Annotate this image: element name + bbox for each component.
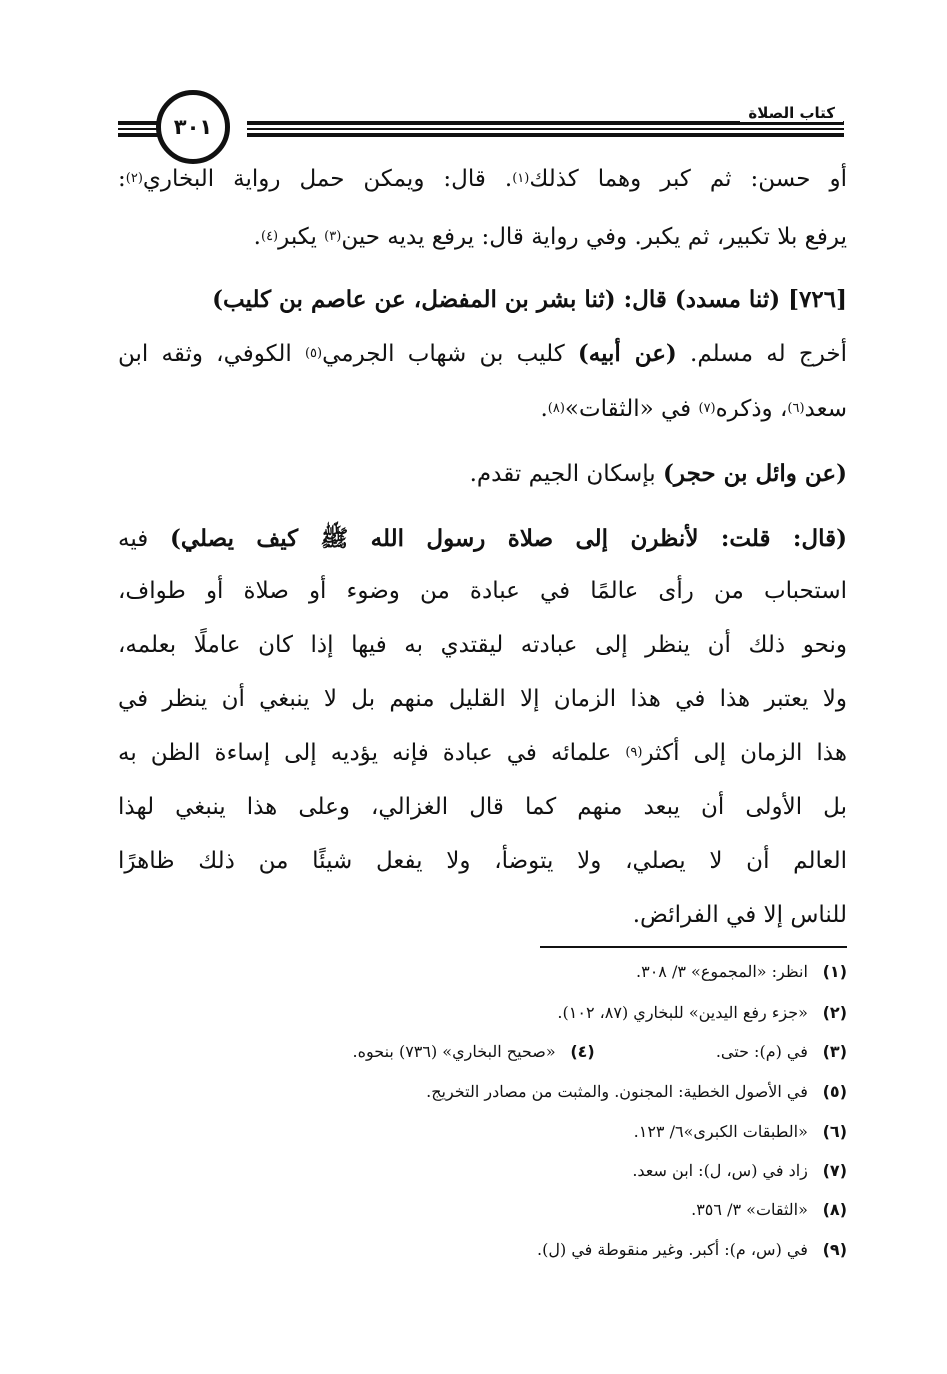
- page-number-circle: [156, 90, 230, 164]
- text-line: استحباب من رأى عالمًا في عبادة من وضوء أو صلاة أو طواف،: [118, 578, 847, 604]
- footnote: (٥) في الأصول الخطية: المجنون. والمثبت من مصادر التخريج.: [426, 1082, 847, 1101]
- footnote-ref: (٣): [324, 229, 342, 244]
- running-title: كتاب الصلاة: [740, 104, 843, 122]
- text-line: سعد$^{(٦)}$، وذكره$^{(٧)}$ في «الثقات»$^{(٨)}$.: [540, 396, 847, 422]
- text-line: للناس إلا في الفرائض.: [632, 902, 847, 928]
- hadith-heading: [٧٢٦] (ثنا مسدد) قال: (ثنا بشر بن المفضل، عن عاصم بن كليب): [212, 286, 847, 313]
- text-line: (عن وائل بن حجر) بإسكان الجيم تقدم.: [469, 460, 847, 487]
- quoted-phrase: (عن وائل بن حجر): [663, 460, 847, 487]
- footnote-ref: (٤): [260, 229, 279, 244]
- footnote-separator: [540, 946, 847, 948]
- footnote-ref: (٩): [625, 745, 643, 760]
- text-line: (قال: قلت: لأنظرن إلى صلاة رسول الله ﷺ كيف يصلي) فيه: [118, 525, 847, 552]
- footnote: (١) انظر: «المجموع» ٣/ ٣٠٨.: [636, 962, 847, 981]
- footnote: (٨) «الثقات» ٣/ ٣٥٦.: [691, 1200, 847, 1219]
- text-line: ونحو ذلك أن ينظر إلى عبادته ليقتدي به فيها إذا كان عاملًا بعلمه،: [118, 632, 847, 658]
- quoted-phrase: (قال: قلت: لأنظرن إلى صلاة رسول الله ﷺ كيف يصلي): [169, 525, 847, 552]
- text-line: أخرج له مسلم. (عن أبيه) كليب بن شهاب الجرمي$^{(٥)}$ الكوفي، وثقه ابن: [118, 340, 847, 367]
- text-line: بل الأولى أن يبعد منهم كما قال الغزالي، وعلى هذا ينبغي لهذا: [118, 794, 847, 820]
- footnote-ref: (١): [512, 171, 530, 186]
- footnote-ref: (٨): [547, 401, 565, 416]
- text-line: هذا الزمان إلى أكثر$^{(٩)}$ علمائه في عبادة فإنه يؤديه إلى إساءة الظن به: [118, 740, 847, 766]
- text-line: أو حسن: ثم كبر وهما كذلك$^{(١)}$. قال: ويمكن حمل رواية البخاري$^{(٢)}$:: [118, 166, 847, 192]
- page-number: ٣٠١: [173, 115, 213, 139]
- footnote: (٦) «الطبقات الكبرى»٦/ ١٢٣.: [633, 1122, 847, 1141]
- footnote: (٧) زاد في (س، ل): ابن سعد.: [632, 1161, 847, 1180]
- footnote-ref: (٧): [698, 401, 716, 416]
- footnote-ref: (٦): [787, 401, 805, 416]
- footnote: (٩) في (س، م): أكبر. وغير منقوطة في (ل).: [537, 1240, 847, 1259]
- footnote: (٣) في (م): حتى. (٤) «صحيح البخاري» (٧٣٦) بنحوه.: [352, 1042, 847, 1061]
- footnote-ref: (٥): [304, 346, 323, 361]
- text-line: يرفع بلا تكبير، ثم يكبر. وفي رواية قال: يرفع يديه حين$^{(٣)}$ يكبر$^{(٤)}$.: [253, 224, 847, 250]
- page-header: [0, 80, 947, 180]
- footnote: (٤) «صحيح البخاري» (٧٣٦) بنحوه.: [352, 1042, 595, 1061]
- header-rule: [247, 128, 844, 130]
- header-rule: [247, 133, 844, 137]
- text-line: العالم أن لا يصلي، ولا يتوضأ، ولا يفعل شيئًا من ذلك ظاهرًا: [118, 848, 847, 874]
- footnote: (٢) «جزء رفع اليدين» للبخاري (٨٧، ١٠٢).: [557, 1003, 847, 1022]
- quoted-phrase: (عن أبيه): [577, 340, 677, 367]
- text-line: ولا يعتبر هذا في هذا الزمان إلا القليل منهم بل لا ينبغي أن ينظر في: [118, 686, 847, 712]
- footnote-ref: (٢): [125, 171, 143, 186]
